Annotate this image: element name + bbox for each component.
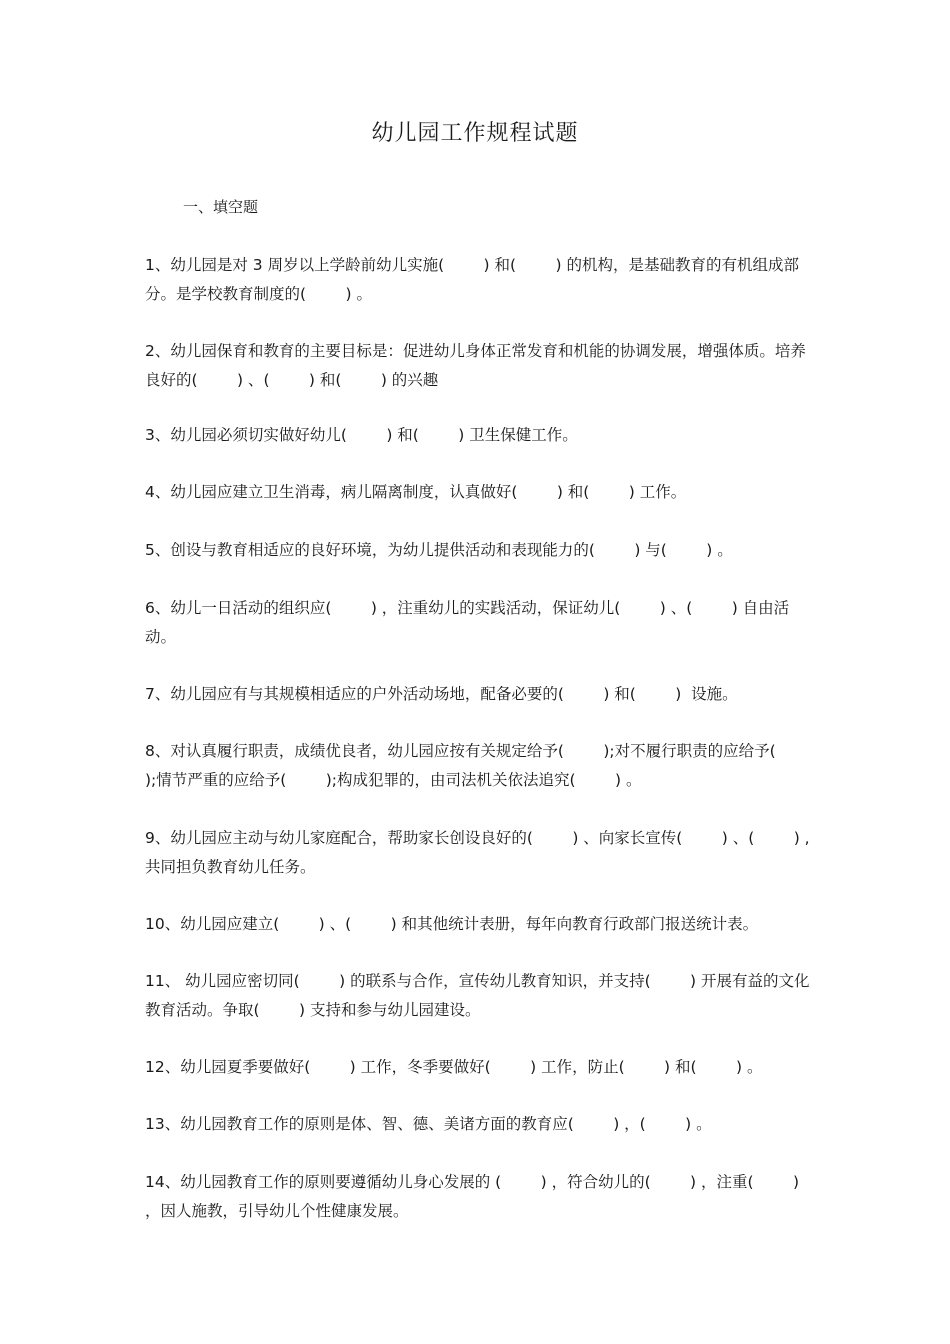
question-9: 9、幼儿园应主动与幼儿家庭配合，帮助家长创设良好的( ) 、向家长宣传( ) 、( ) ,共同担负教育幼儿任务。 [145,829,810,876]
question-4: 4、幼儿园应建立卫生消毒，病儿隔离制度，认真做好( ) 和( ) 工作。 [145,483,687,501]
question-2: 2、幼儿园保育和教育的主要目标是：促进幼儿身体正常发育和机能的协调发展，增强体质。培养良好的( ) 、( ) 和( ) 的兴趣 [145,342,806,389]
question-12: 12、幼儿园夏季要做好( ) 工作，冬季要做好( ) 工作，防止( ) 和( ) 。 [145,1058,763,1076]
question-6: 6、幼儿一日活动的组织应( ) ，注重幼儿的实践活动，保证幼儿( ) 、( ) 自由活动。 [145,599,790,646]
question-7: 7、幼儿园应有与其规模相适应的户外活动场地，配备必要的( ) 和( ) 设施。 [145,685,738,703]
question-3: 3、幼儿园必须切实做好幼儿( ) 和( ) 卫生保健工作。 [145,426,578,444]
question-8: 8、对认真履行职责，成绩优良者，幼儿园应按有关规定给予( );对不履行职责的应给予( );情节严重的应给予( );构成犯罪的，由司法机关依法追究( ) 。 [145,742,816,789]
document-title: 幼儿园工作规程试题 [371,121,579,146]
question-13: 13、幼儿园教育工作的原则是体、智、德、美诸方面的教育应( ) ，( ) 。 [145,1115,712,1133]
question-14: 14、幼儿园教育工作的原则要遵循幼儿身心发展的 ( ) ，符合幼儿的( ) ，注重( ) ，因人施教，引导幼儿个性健康发展。 [145,1173,804,1220]
question-11: 11、 幼儿园应密切同( ) 的联系与合作，宣传幼儿教育知识，并支持( ) 开展有益的文化教育活动。争取( ) 支持和参与幼儿园建设。 [145,972,810,1019]
question-10: 10、幼儿园应建立( ) 、( ) 和其他统计表册，每年向教育行政部门报送统计表。 [145,915,759,933]
question-1: 1、幼儿园是对 3 周岁以上学龄前幼儿实施( ) 和( ) 的机构，是基础教育的有机组成部分。是学校教育制度的( ) 。 [145,256,799,303]
question-5: 5、创设与教育相适应的良好环境，为幼儿提供活动和表现能力的( ) 与( ) 。 [145,541,733,559]
section-heading: 一、填空题 [183,198,259,216]
